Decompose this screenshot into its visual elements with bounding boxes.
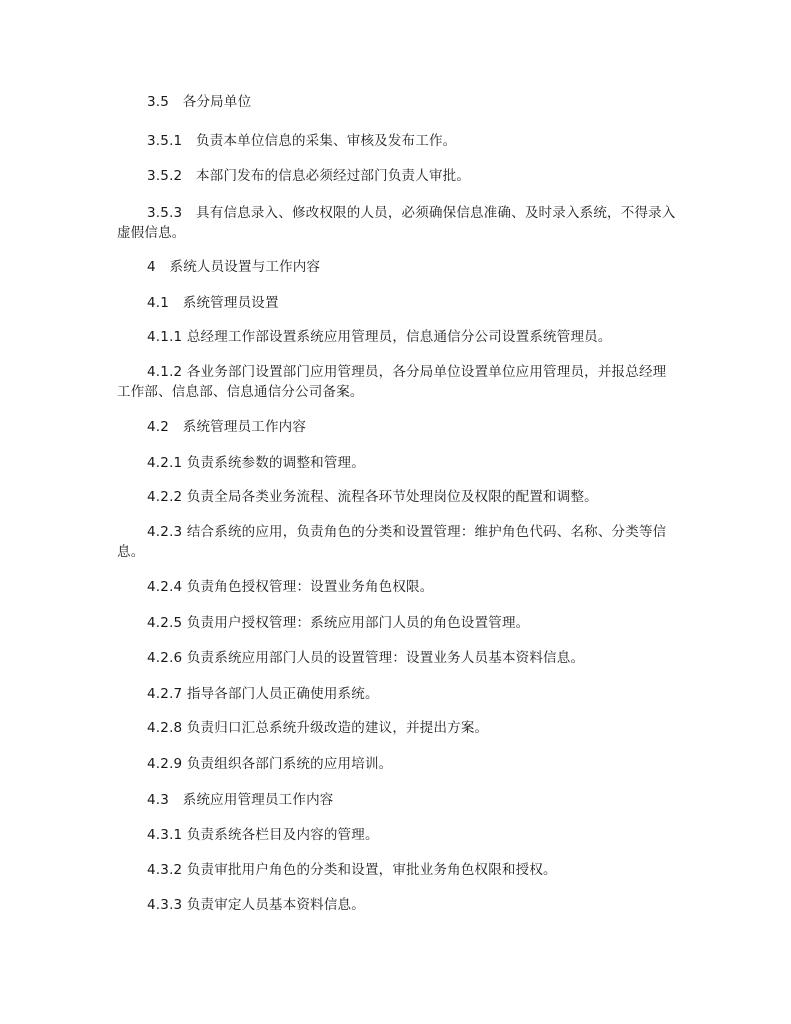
paragraph-4-2-1: 4.2.1 负责系统参数的调整和管理。 <box>147 455 365 471</box>
paragraph-4-3-3: 4.3.3 负责审定人员基本资料信息。 <box>147 897 365 913</box>
paragraph-4-2-3: 4.2.3 结合系统的应用，负责角色的分类和设置管理：维护角色代码、名称、分类等信息。 <box>117 524 667 560</box>
paragraph-3-5-2: 3.5.2 本部门发布的信息必须经过部门负责人审批。 <box>147 168 471 184</box>
paragraph-4-3-1: 4.3.1 负责系统各栏目及内容的管理。 <box>147 827 379 843</box>
paragraph-4-2-7: 4.2.7 指导各部门人员正确使用系统。 <box>147 686 379 702</box>
paragraph-4-2: 4.2 系统管理员工作内容 <box>147 419 307 435</box>
paragraph-4-3: 4.3 系统应用管理员工作内容 <box>147 792 334 808</box>
paragraph-4-2-9: 4.2.9 负责组织各部门系统的应用培训。 <box>147 756 393 772</box>
paragraph-4-1-2: 4.1.2 各业务部门设置部门应用管理员，各分局单位设置单位应用管理员，并报总经理工作部、信息部、信息通信分公司备案。 <box>117 364 667 400</box>
paragraph-4-2-5: 4.2.5 负责用户授权管理：系统应用部门人员的角色设置管理。 <box>147 615 530 631</box>
paragraph-3-5-1: 3.5.1 负责本单位信息的采集、审核及发布工作。 <box>147 133 457 149</box>
paragraph-4-1-1: 4.1.1 总经理工作部设置系统应用管理员，信息通信分公司设置系统管理员。 <box>147 329 612 345</box>
paragraph-4-2-4: 4.2.4 负责角色授权管理：设置业务角色权限。 <box>147 579 434 595</box>
paragraph-4-2-2: 4.2.2 负责全局各类业务流程、流程各环节处理岗位及权限的配置和调整。 <box>147 489 598 505</box>
paragraph-3-5-3: 3.5.3 具有信息录入、修改权限的人员，必须确保信息准确、及时录入系统，不得录入虚假信息。 <box>117 205 676 241</box>
paragraph-3-5: 3.5 各分局单位 <box>147 94 252 110</box>
paragraph-4-1: 4.1 系统管理员设置 <box>147 295 279 311</box>
paragraph-4-2-6: 4.2.6 负责系统应用部门人员的设置管理：设置业务人员基本资料信息。 <box>147 650 585 666</box>
paragraph-4-3-2: 4.3.2 负责审批用户角色的分类和设置，审批业务角色权限和授权。 <box>147 862 557 878</box>
paragraph-4: 4 系统人员设置与工作内容 <box>147 259 321 275</box>
paragraph-4-2-8: 4.2.8 负责归口汇总系统升级改造的建议，并提出方案。 <box>147 720 489 736</box>
